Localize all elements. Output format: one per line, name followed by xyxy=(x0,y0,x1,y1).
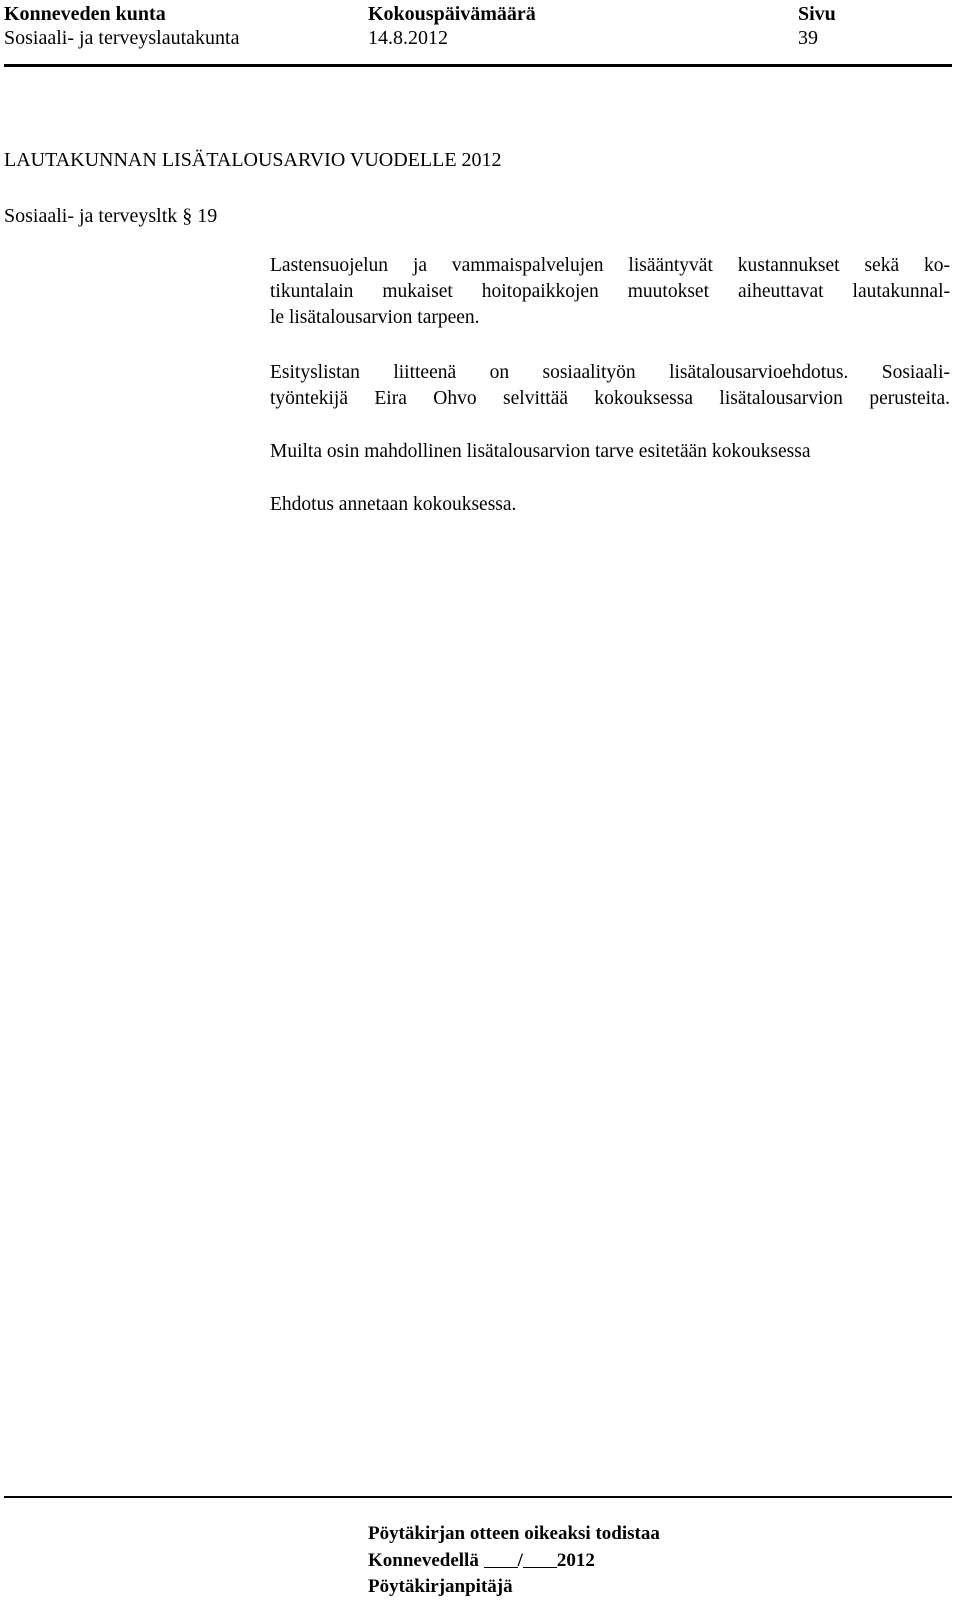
footer-divider xyxy=(4,1496,952,1498)
paragraph-3-text: Muilta osin mahdollinen lisätalousarvion tarve esitetään kokouksessa xyxy=(270,441,811,462)
certification-text: Pöytäkirjan otteen oikeaksi todistaa xyxy=(368,1523,660,1544)
paragraph-2-line-1: Esityslistan liitteenä on sosiaalityön lisätalousarvioehdotus. Sosiaali- xyxy=(270,362,950,383)
secretary-label: Pöytäkirjanpitäjä xyxy=(368,1576,513,1597)
paragraph-3 xyxy=(270,439,950,465)
paragraph-4-text: Ehdotus annetaan kokouksessa. xyxy=(270,494,517,515)
certification-place: Konnevedellä xyxy=(368,1550,479,1571)
paragraph-1-line-2: tikuntalain mukaiset hoitopaikkojen muutokset aiheuttavat lautakunnal- xyxy=(270,281,950,302)
day-blank xyxy=(484,1549,518,1568)
paragraph-1 xyxy=(270,253,950,331)
paragraph-1-line-1: Lastensuojelun ja vammaispalvelujen lisääntyvät kustannukset sekä ko- xyxy=(270,255,950,276)
meeting-date-label: Kokouspäivämäärä xyxy=(368,3,536,25)
document-title: LAUTAKUNNAN LISÄTALOUSARVIO VUODELLE 2012 xyxy=(4,149,502,171)
paragraph-2 xyxy=(270,360,950,412)
page-label: Sivu xyxy=(798,3,836,25)
section-reference: Sosiaali- ja terveysltk § 19 xyxy=(4,205,218,227)
paragraph-1-line-3: le lisätalousarvion tarpeen. xyxy=(270,307,480,328)
board-name: Sosiaali- ja terveyslautakunta xyxy=(4,27,240,49)
paragraph-2-line-2: työntekijä Eira Ohvo selvittää kokouksessa lisätalousarvion perusteita. xyxy=(270,388,950,409)
header-divider xyxy=(4,64,952,67)
date-separator: / xyxy=(517,1550,523,1571)
page-number: 39 xyxy=(798,27,818,49)
month-blank xyxy=(523,1549,557,1568)
certification-place-date xyxy=(368,1549,595,1573)
meeting-date: 14.8.2012 xyxy=(368,27,448,49)
org-name: Konneveden kunta xyxy=(4,3,166,25)
certification-year: 2012 xyxy=(556,1550,595,1571)
paragraph-4 xyxy=(270,492,950,518)
